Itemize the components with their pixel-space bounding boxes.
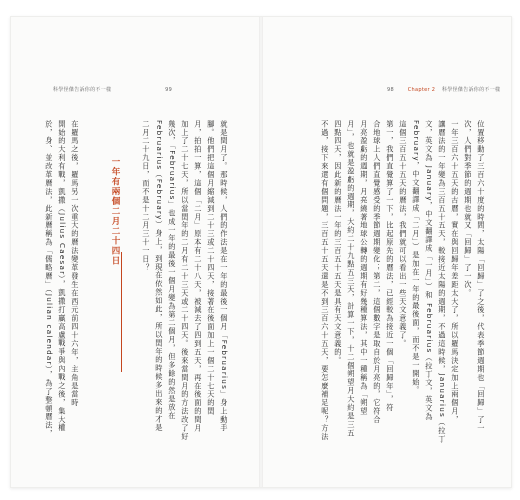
section-heading: 一年有兩個二月二十四日: [110, 157, 120, 266]
right-column-12: 四點四天，因此新的曆法一年的三百五十五天是具有天文意義的。: [333, 120, 343, 366]
right-column-6: February，中文翻譯成「二月」）是加在一年的最後面，而不是一開始。: [411, 120, 421, 395]
left-column-1: 於，身、並改革曆法，此新曆稱為「儒略曆」（Julian calendar），為了整頓曆法，: [44, 120, 54, 439]
right-column-9: 合地球上人們直覺感受的季節週期變化；第二，這個數字是取自於月亮的，它符合: [372, 120, 382, 425]
left-header-title: 科學怪傑告訴你的不一樣: [53, 87, 112, 93]
left-column-5: Februarius（February）身上，到現在依然如此，所以閏年的時候多出來的才是: [154, 120, 164, 432]
right-page: [262, 17, 511, 487]
right-column-3: 一年三百六十五天的古曆，實在與回歸年差距太大了，所以羅馬決定加上兩個月，: [450, 120, 460, 425]
right-header-title: 科學怪傑告訴你的不一樣: [442, 87, 501, 93]
right-column-1: 位置移動了三百六十度的時間，太陽「回歸」了之後，代表季節週期也「回歸」了一: [476, 120, 486, 433]
left-page-header: [53, 86, 172, 93]
right-column-8: 第一，我們直覺算了一下，比起原先的曆法，已經較為接近一個「回歸年」，符: [385, 120, 395, 413]
right-column-2: 次，人們對季節的週期也就又「回歸」了一次。: [463, 120, 473, 298]
left-column-6: 幾次，「Februarius」也成一年的最後一個月變為第二個月，但多餘的然是放在: [167, 120, 177, 421]
right-column-10: 月亮盈虧的週期，月亮繞著地球公轉的週期有好幾種算法，其中一種稱為「朔望: [359, 120, 369, 416]
left-column-10: 就是閏月了。那時候，人們的作法是在一年的最後一個月「Februarius」身上動手: [219, 120, 229, 433]
left-page: [11, 17, 260, 487]
left-page-number: 99: [165, 87, 173, 93]
right-column-5: 文，英文為 January，中文翻譯成「一月」）和 Februarius（拉丁文，英文為: [424, 120, 434, 422]
left-column-8: 月，拍拍一算，這個「二月」原本有二十八天，被減去了四到五天，再在後面的閏月: [193, 120, 203, 433]
right-column-11: 月」，也就是盈虧的週期，大約二十九點五三天，計算一下，十二個朔望月大約是三五: [346, 120, 356, 438]
right-column-4: 讓曆法的一年變為三百五十五天，較接近太陽的週期，不過這時候，Januarius（拉丁: [437, 120, 447, 444]
left-column-9: 腳。他們把這個月縮減到二十三或二十四天，接著在後面加上一個二十七天的閏: [206, 120, 216, 416]
right-column-13: 不過，接下來還有個問題，三百五十五天還是不到三百六十五天，要怎麼補足呢？方法: [320, 120, 330, 442]
right-page-header: [387, 86, 500, 93]
left-column-3: 在羅馬之後，羅馬另一次重大的曆法變革發生在西元前四十六年，主角是當時: [70, 120, 80, 408]
book-spread: [10, 16, 512, 488]
right-column-7: 這個三百五十五天的曆法，我們就可以看出一些天文意義了。: [398, 120, 408, 349]
right-header-chapter: Chapter 2: [407, 87, 436, 93]
left-column-7: 加上了二十七天，所以當閏年的二月有二十三天或二十四天。後來當閏月的方法改了好: [180, 120, 190, 442]
heading-rule: [121, 252, 122, 372]
right-page-number: 98: [387, 87, 394, 93]
left-column-2: 開始的大利有戰，凱撒（Julius Caesar），凱撒打贏高盧戰爭與內戰之後，集大權: [57, 120, 67, 433]
left-column-4: 二月二十九日，而不是十二月三十一日？: [141, 120, 151, 273]
